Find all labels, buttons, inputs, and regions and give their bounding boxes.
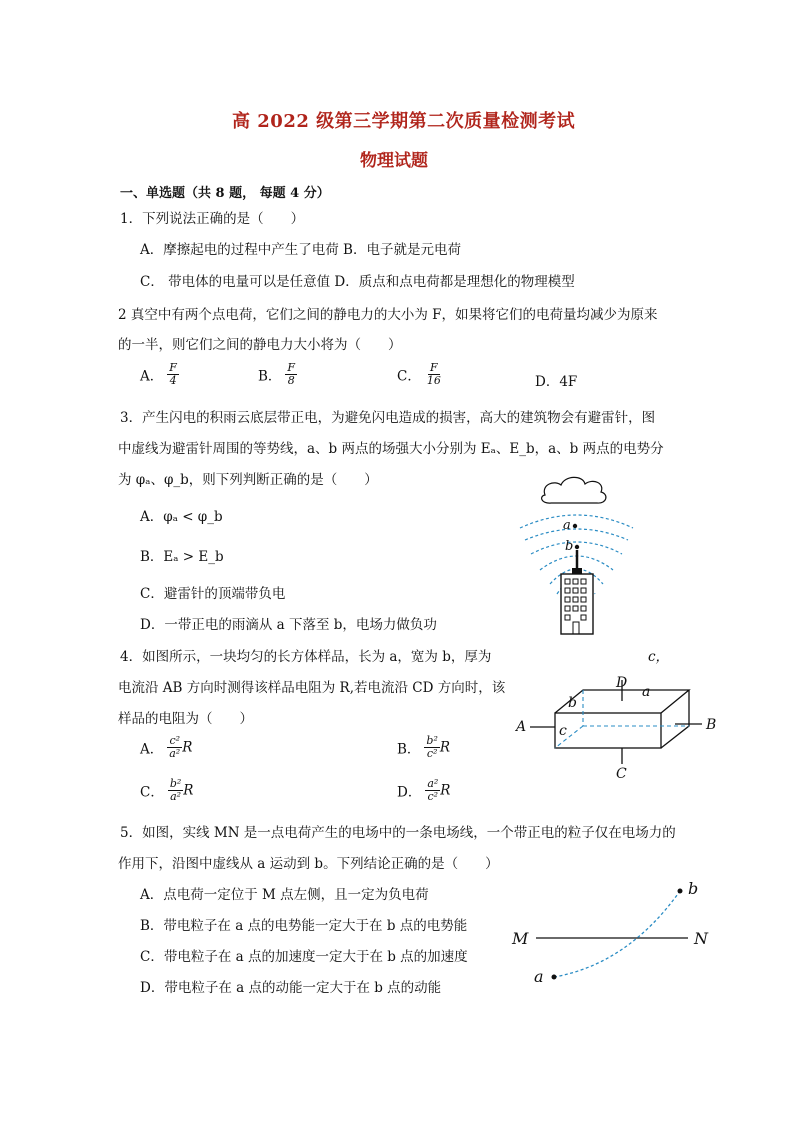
point-b <box>678 889 683 894</box>
label-a: a <box>534 967 544 986</box>
point-a <box>552 975 557 980</box>
q3-stem-line1: 3．产生闪电的积雨云底层带正电，为避免闪电造成的损害，高大的建筑物会有避雷针，图 <box>120 410 656 426</box>
q4-option-c-denominator: a² <box>170 790 182 803</box>
section-heading: 一、单选题（共 8 题， 每题 4 分） <box>120 186 330 201</box>
q4-option-b-suffix: R <box>439 739 451 756</box>
q4-figure-block <box>508 672 730 784</box>
q1-stem: 1．下列说法正确的是（ ） <box>120 211 305 227</box>
q2-option-d: D．4F <box>535 374 578 390</box>
q2-option-c-denominator: 16 <box>426 374 441 387</box>
q4-option-c-label: C． <box>140 784 164 801</box>
label-b: b <box>568 695 577 711</box>
q3-option-d: D．一带正电的雨滴从 a 下落至 b，电场力做负功 <box>140 617 437 633</box>
q4-option-d-suffix: R <box>440 782 451 799</box>
q4-option-b <box>397 735 450 760</box>
q2-stem-line2: 的一半，则它们之间的静电力大小将为（ ） <box>118 337 402 353</box>
q4-option-a <box>140 735 192 760</box>
point-a <box>573 524 577 528</box>
q1-options-line2: C． 带电体的电量可以是任意值 D．质点和点电荷都是理想化的物理模型 <box>140 274 575 290</box>
q2-option-b <box>258 362 297 387</box>
q2-option-c-numerator: F <box>430 361 438 374</box>
q4-stem-line1-tail: c， <box>648 649 670 665</box>
q4-option-d-denominator: c² <box>427 790 439 803</box>
q3-stem-line3: 为 φₐ、φ_b，则下列判断正确的是（ ） <box>118 472 378 488</box>
q2-option-c <box>397 362 443 387</box>
q1-options-line1: A．摩擦起电的过程中产生了电荷 B．电子就是元电荷 <box>140 242 461 258</box>
q4-option-a-suffix: R <box>182 739 193 756</box>
q4-option-d-label: D． <box>397 784 422 801</box>
q2-option-c-label: C． <box>397 368 421 385</box>
q4-option-b-label: B． <box>397 741 421 758</box>
q5-option-d: D．带电粒子在 a 点的动能一定大于在 b 点的动能 <box>140 980 442 996</box>
q4-option-c-numerator: b² <box>169 777 182 790</box>
q4-option-d-numerator: a² <box>427 777 439 790</box>
q2-option-b-numerator: F <box>287 361 296 374</box>
q4-option-b-denominator: c² <box>426 747 438 760</box>
q4-option-c-suffix: R <box>183 782 194 799</box>
q4-stem-line1: 4．如图所示，一块均匀的长方体样品，长为 a，宽为 b，厚为 <box>120 649 492 665</box>
q4-option-c-fraction <box>168 778 183 803</box>
point-b <box>575 545 579 549</box>
q5-option-c: C．带电粒子在 a 点的加速度一定大于在 b 点的加速度 <box>140 949 468 965</box>
q4-option-a-numerator: c² <box>169 734 181 747</box>
q4-option-b-numerator: b² <box>426 734 438 747</box>
label-M: M <box>512 929 529 948</box>
label-b: b <box>688 879 699 898</box>
label-D: D <box>616 675 628 691</box>
q2-option-a-numerator: F <box>169 361 177 374</box>
label-N: N <box>694 929 708 948</box>
point-b-label: b <box>565 539 574 554</box>
cloud-icon <box>542 477 606 503</box>
q4-option-a-denominator: a² <box>169 747 181 760</box>
q2-option-a-denominator: 4 <box>169 374 177 387</box>
q4-option-c <box>140 778 193 803</box>
page-subtitle: 物理试题 <box>360 151 428 171</box>
q3-figure-lightning-rod <box>505 470 655 642</box>
q3-option-b: B．Eₐ > E_b <box>140 549 224 565</box>
label-C: C <box>616 766 627 782</box>
label-B: B <box>706 717 717 733</box>
q4-option-a-fraction <box>167 735 182 760</box>
point-a-label: a <box>563 518 571 533</box>
q5-stem-line2: 作用下，沿图中虚线从 a 运动到 b。下列结论正确的是（ ） <box>118 856 499 872</box>
q2-option-c-fraction <box>425 362 443 387</box>
q2-option-a-fraction <box>167 362 179 387</box>
q2-option-a <box>140 362 179 387</box>
page-title: 高 2022 级第三学期第二次质量检测考试 <box>232 111 576 132</box>
q3-option-c: C．避雷针的顶端带负电 <box>140 586 286 602</box>
q4-option-d-fraction <box>425 778 440 803</box>
q2-option-a-label: A． <box>140 368 164 385</box>
q5-option-a: A．点电荷一定位于 M 点左侧，且一定为负电荷 <box>140 887 429 903</box>
q4-option-d <box>397 778 450 803</box>
label-A: A <box>516 719 527 735</box>
q4-stem-line3: 样品的电阻为（ ） <box>118 711 253 727</box>
q5-figure-field-line <box>508 876 718 988</box>
q3-option-a: A．φₐ < φ_b <box>140 509 223 525</box>
q2-option-b-fraction <box>285 362 297 387</box>
building-icon <box>561 574 593 634</box>
q3-stem-line2: 中虚线为避雷针周围的等势线，a、b 两点的场强大小分别为 Eₐ、E_b，a、b 两点的电势分 <box>118 441 664 457</box>
q5-stem-line1: 5．如图，实线 MN 是一点电荷产生的电场中的一条电场线，一个带正电的粒子仅在电场力的 <box>120 825 676 841</box>
q2-stem-line1: 2 真空中有两个点电荷，它们之间的静电力的大小为 F，如果将它们的电荷量均减少为原来 <box>118 307 658 323</box>
q4-option-a-label: A． <box>140 741 164 758</box>
q4-option-b-fraction <box>424 735 439 760</box>
label-a: a <box>642 684 651 700</box>
q5-option-b: B．带电粒子在 a 点的电势能一定大于在 b 点的电势能 <box>140 918 468 934</box>
q2-option-b-label: B． <box>258 368 282 385</box>
q2-option-b-denominator: 8 <box>287 374 295 387</box>
label-c: c <box>559 723 567 739</box>
q4-stem-line2: 电流沿 AB 方向时测得该样品电阻为 R,若电流沿 CD 方向时，该 <box>118 680 506 696</box>
